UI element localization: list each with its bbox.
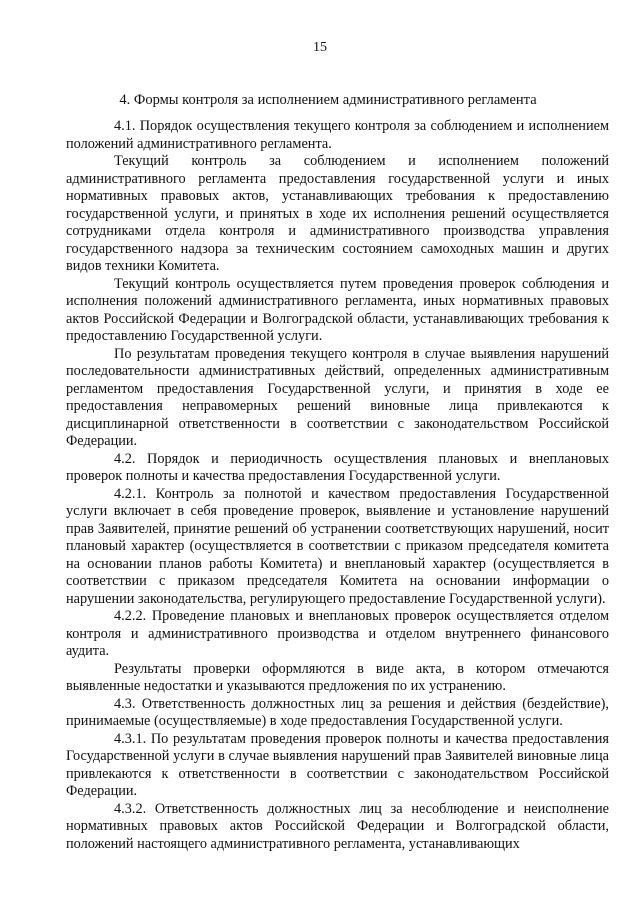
paragraph-control-checks: Текущий контроль осуществляется путем проведения проверок соблюдения и исполнения положений административного регламента, иных нормативных правовых актов Российской Федерации и Волгоградской области, устанавливающих требования к предоставлению Государственной услуги.: [66, 275, 609, 344]
paragraph-4-3-2: 4.3.2. Ответственность должностных лиц за несоблюдение и неисполнение нормативных правовых актов Российской Федерации и Волгоградской области, положений настоящего административного регламента, устанавливающих: [66, 800, 609, 852]
paragraph-4-2: 4.2. Порядок и периодичность осуществления плановых и внеплановых проверок полноты и качества предоставления Государственной услуги.: [66, 450, 609, 484]
paragraph-4-1: 4.1. Порядок осуществления текущего контроля за соблюдением и исполнением положений административного регламента.: [66, 118, 609, 152]
paragraph-4-3: 4.3. Ответственность должностных лиц за решения и действия (бездействие), принимаемые (осуществляемые) в ходе предоставления Государственной услуги.: [66, 695, 609, 729]
paragraph-4-2-2: 4.2.2. Проведение плановых и внеплановых проверок осуществляется отделом контроля и административного производства и отделом внутреннего финансового аудита.: [66, 608, 609, 659]
paragraph-4-2-1: 4.2.1. Контроль за полнотой и качеством предоставления Государственной услуги включает в себя проведение проверок, выявление и установление нарушений прав Заявителей, принятие решений об устранении соответствующих нарушений, носит плановый характер (осуществляется в соответствии с приказом председателя комитета на основании планов работы Комитета) и внеплановый характер (осуществляется в соответствии с приказом председателя Комитета на основании информации о нарушении законодательства, регулирующего предоставление Государственной услуги).: [66, 485, 609, 607]
paragraph-control-results: По результатам проведения текущего контроля в случае выявления нарушений последовательности административных действий, определенных административным регламентом предоставления Государственной услуги, и принятия в ходе ее предоставления неправомерных решений виновные лица привлекаются к дисциплинарной ответственности в соответствии с законодательством Российской Федерации.: [66, 345, 609, 449]
page-number: 15: [313, 40, 327, 55]
paragraph-check-results: Результаты проверки оформляются в виде акта, в котором отмечаются выявленные недостатки и указываются предложения по их устранению.: [66, 660, 609, 694]
section-heading: 4. Формы контроля за исполнением административного регламента: [119, 92, 537, 108]
paragraph-4-3-1: 4.3.1. По результатам проведения проверок полноты и качества предоставления Государственной услуги в случае выявления нарушений прав Заявителей виновные лица привлекаются к ответственности в соответствии с законодательством Российской Федерации.: [66, 730, 609, 799]
paragraph-current-control: Текущий контроль за соблюдением и исполнением положений административного регламента предоставления государственной услуги и иных нормативных правовых актов, устанавливающих требования к предоставлению государственной услуги, и принятых в ходе их исполнения решений осуществляется сотрудниками отдела контроля и административного производства управления государственного надзора за техническим состоянием самоходных машин и других видов техники Комитета.: [66, 153, 609, 274]
body-text: [66, 118, 609, 853]
